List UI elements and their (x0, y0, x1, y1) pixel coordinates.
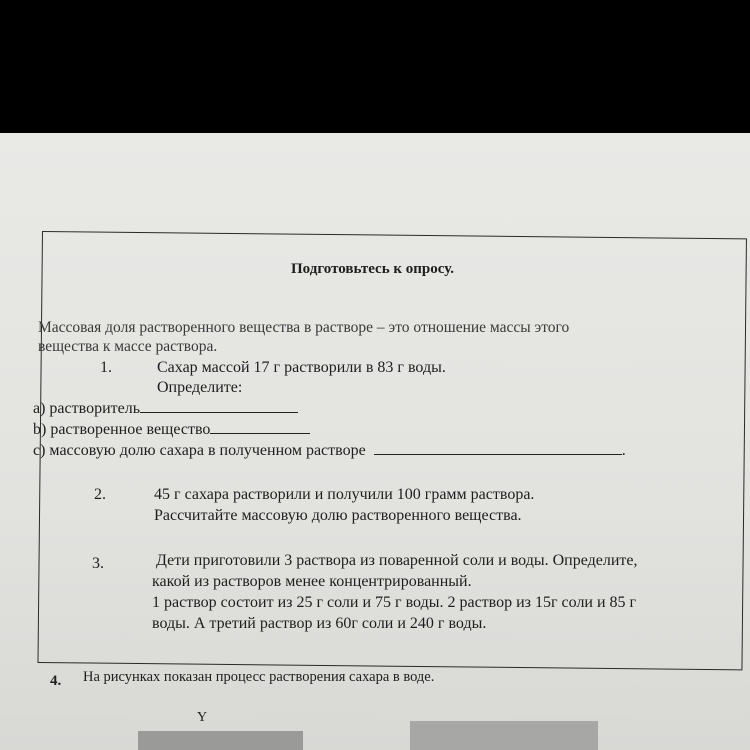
question-1-line-2: Определите: (157, 379, 243, 396)
question-3-line-4: воды. А третий раствор из 60г соли и 240 г воды. (152, 615, 487, 632)
answer-a-blank[interactable] (140, 400, 298, 413)
answer-c (33, 442, 626, 460)
answer-a (33, 400, 298, 418)
question-3-line-1: Дети приготовили 3 раствора из поваренной соли и воды. Определите, (156, 552, 638, 569)
question-2-number: 2. (94, 486, 106, 503)
definition-line-2: вещества к массе раствора. (38, 338, 218, 355)
question-2-line-2: Рассчитайте массовую долю растворенного вещества. (154, 507, 522, 524)
question-3-line-3: 1 раствор состоит из 25 г соли и 75 г воды. 2 раствор из 15г соли и 85 г (152, 594, 637, 611)
answer-c-end-mark: . (621, 442, 626, 459)
figure-axis-label: Y (197, 710, 208, 725)
worksheet-page (0, 133, 750, 750)
worksheet-heading: Подготовьтесь к опросу. (291, 261, 454, 277)
definition-line-1: Массовая доля растворенного вещества в растворе – это отношение массы этого (38, 319, 570, 336)
figure-left-image (138, 731, 303, 750)
question-3-number: 3. (92, 555, 104, 572)
answer-c-label: c) массовую долю сахара в полученном растворе (33, 442, 366, 459)
question-1-line-1: Сахар массой 17 г растворили в 83 г воды. (157, 359, 446, 376)
answer-b (33, 421, 310, 439)
figure-right-image (410, 721, 598, 750)
answer-b-label: b) растворенное вещество (33, 421, 211, 438)
question-4-text: На рисунках показан процесс растворения сахара в воде. (83, 669, 435, 685)
question-3-line-2: какой из растворов менее концентрированный. (152, 573, 472, 590)
answer-a-label: a) растворитель (33, 400, 141, 417)
answer-b-blank[interactable] (210, 421, 310, 434)
question-4-number: 4. (50, 673, 62, 689)
question-1-number: 1. (100, 359, 112, 376)
question-2-line-1: 45 г сахара растворили и получили 100 грамм раствора. (154, 486, 535, 503)
answer-c-blank[interactable] (374, 442, 622, 455)
